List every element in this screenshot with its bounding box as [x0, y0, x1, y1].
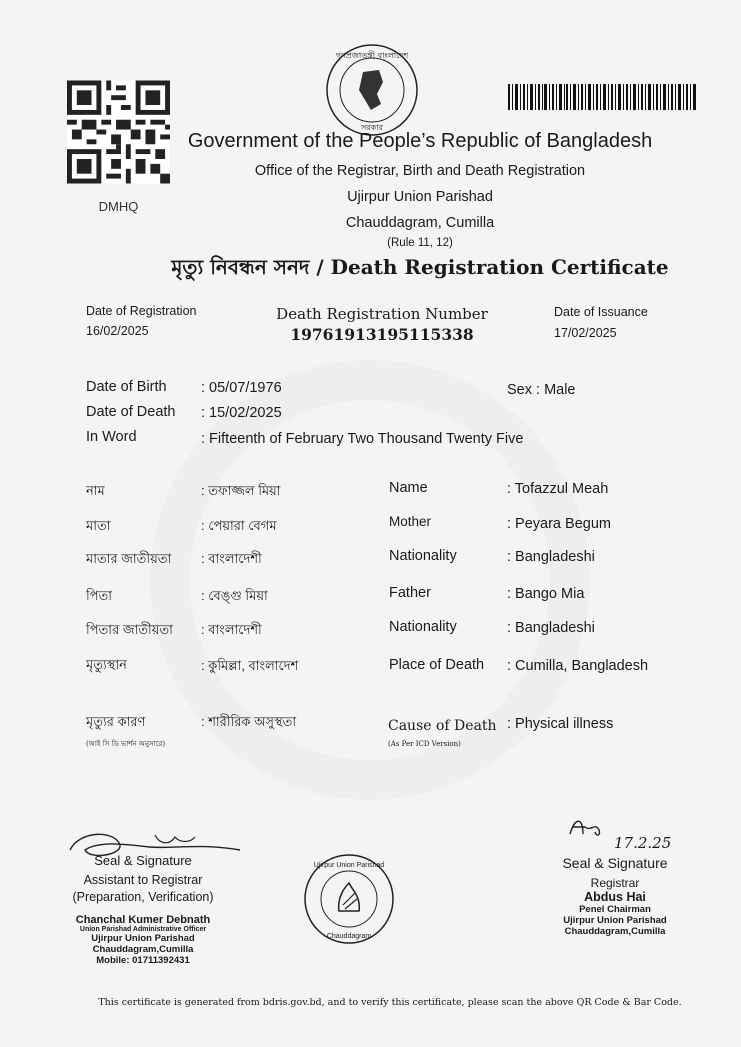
mother-label: Mother: [389, 514, 432, 529]
registrar-line2: Ujirpur Union Parishad: [563, 915, 667, 926]
name-value: : Tofazzul Meah: [507, 481, 609, 497]
name-bn-label: নাম: [86, 483, 105, 498]
father-bn-label: পিতা: [86, 588, 113, 603]
assistant-subtitle: (Preparation, Verification): [72, 890, 214, 904]
place-of-death-value: : Cumilla, Bangladesh: [507, 658, 649, 674]
registrar-signature-date: 17.2.25: [614, 834, 672, 852]
rule-text: (Rule 11, 12): [387, 237, 453, 249]
registrar-line3: Chauddagram,Cumilla: [564, 926, 666, 937]
name-bn-value: : তফাজ্জল মিয়া: [201, 483, 281, 498]
mother-nationality-value: : Bangladeshi: [507, 549, 595, 565]
assistant-line2: Ujirpur Union Parishad: [91, 933, 195, 944]
emblem-bottom-text: সরকার: [360, 123, 384, 132]
mother-nationality-label: Nationality: [389, 548, 457, 564]
cause-value: : Physical illness: [507, 716, 614, 732]
registration-number-label: Death Registration Number: [276, 305, 488, 323]
registration-number-value: 19761913195115338: [290, 325, 474, 344]
father-nationality-bn-label: পিতার জাতীয়তা: [86, 622, 173, 637]
mother-nationality-bn-value: : বাংলাদেশী: [201, 551, 262, 566]
mother-nationality-bn-label: মাতার জাতীয়তা: [86, 551, 172, 566]
father-bn-value: : বেঙ্গু মিয়া: [201, 588, 268, 603]
assistant-line1: Union Parishad Administrative Officer: [79, 926, 207, 933]
footer-note: This certificate is generated from bdris.gov.bd, and to verify this certificate, please scan the above QR Code & Bar Code.: [98, 997, 682, 1008]
place-of-death-bn-value: : কুমিল্লা, বাংলাদেশ: [201, 658, 299, 673]
right-seal-label: Seal & Signature: [562, 855, 668, 871]
mother-value: : Peyara Begum: [507, 516, 611, 532]
assistant-line3: Chauddagram,Cumilla: [92, 944, 194, 955]
mother-bn-label: মাতা: [86, 518, 111, 533]
watermark-seal: [150, 360, 590, 800]
right-signature-block: [540, 855, 690, 937]
dob-value: : 05/07/1976: [201, 380, 282, 396]
seal-top-text: Ujirpur Union Parishad: [313, 862, 385, 869]
left-signature-block: [48, 853, 238, 966]
cause-bn-value: : শারীরিক অসুস্থতা: [201, 714, 297, 729]
dod-value: : 15/02/2025: [201, 405, 282, 421]
father-nationality-label: Nationality: [389, 619, 457, 635]
cause-bn-label: মৃত্যুর কারণ: [86, 714, 146, 729]
seal-bottom-text: Chauddagram: [326, 933, 372, 940]
inword-value: : Fifteenth of February Two Thousand Twenty Five: [201, 431, 524, 447]
mother-bn-value: : পেয়ারা বেগম: [201, 518, 277, 533]
father-value: : Bango Mia: [507, 586, 585, 602]
certificate-title: মৃত্যু নিবন্ধন সনদ / Death Registration Certificate: [171, 255, 669, 279]
union-name: Ujirpur Union Parishad: [347, 189, 493, 205]
left-seal-label: Seal & Signature: [94, 853, 192, 868]
qr-caption: DMHQ: [98, 199, 139, 214]
registrar-name: Abdus Hai: [584, 890, 646, 904]
government-emblem: [325, 42, 419, 138]
barcode[interactable]: [508, 84, 698, 110]
date-of-issuance-value: 17/02/2025: [554, 326, 617, 340]
date-of-registration-value: 16/02/2025: [86, 324, 149, 338]
cause-note: (As Per ICD Version): [388, 740, 461, 748]
assistant-title: Assistant to Registrar: [83, 873, 203, 887]
father-nationality-bn-value: : বাংলাদেশী: [201, 622, 262, 637]
inword-label: In Word: [86, 429, 137, 445]
cause-bn-note: (আই সি ডি ভার্শন অনুসারে): [86, 740, 166, 748]
emblem-top-text: গণপ্রজাতন্ত্রী বাংলাদেশ: [335, 51, 409, 60]
date-of-issuance-label: Date of Issuance: [554, 305, 648, 319]
father-nationality-value: : Bangladeshi: [507, 620, 595, 636]
place-of-death-label: Place of Death: [389, 657, 485, 673]
union-parishad-seal: [303, 853, 395, 945]
office-title: Office of the Registrar, Birth and Death Registration: [254, 163, 586, 179]
assistant-name: Chanchal Kumer Debnath: [75, 914, 211, 926]
registrar-title: Registrar: [590, 876, 640, 890]
name-label: Name: [389, 480, 428, 496]
government-title: Government of the People’s Republic of Bangladesh: [187, 130, 653, 152]
date-of-registration-label: Date of Registration: [86, 304, 197, 318]
registrar-line1: Penel Chairman: [579, 904, 651, 915]
father-label: Father: [389, 585, 431, 601]
location: Chauddagram, Cumilla: [345, 215, 495, 231]
cause-label: Cause of Death: [388, 718, 497, 734]
place-of-death-bn-label: মৃত্যুস্থান: [86, 657, 127, 672]
dob-label: Date of Birth: [86, 379, 167, 395]
assistant-line4: Mobile: 01711392431: [96, 955, 190, 966]
sex-value: Sex : Male: [507, 382, 576, 398]
dod-label: Date of Death: [86, 404, 176, 420]
